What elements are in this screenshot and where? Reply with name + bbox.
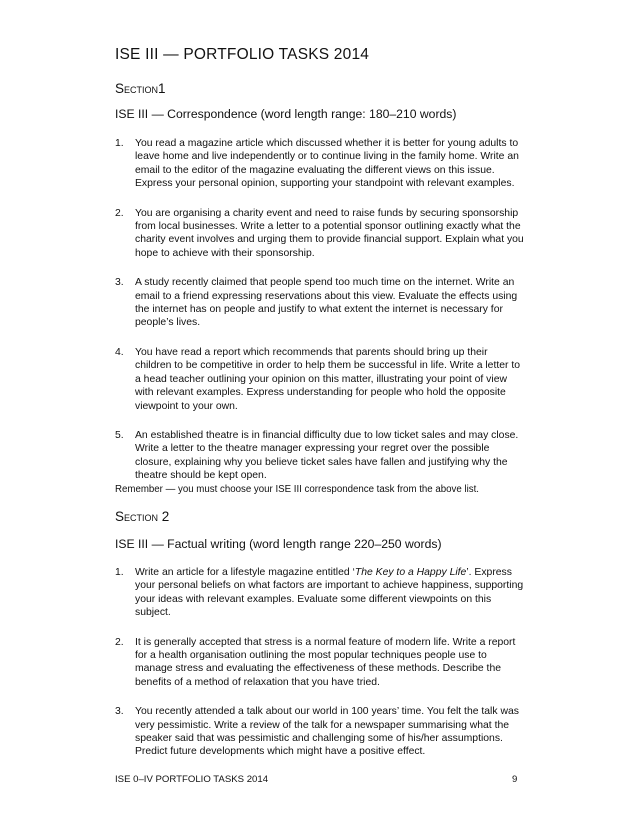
list-item: 2. It is generally accepted that stress is a normal feature of modern life. Write a report for a health organisation outlining the most popular techniques people use to manage stress and evaluating the effectiveness of these methods. Describe the benefits of a method of relaxation that you have tried. <box>115 636 516 688</box>
list-item: 4. You have read a report which recommends that parents should bring up their children to be competitive in order to help them be successful in life. Write a letter to a head teacher outlining your opinion on this matter, illustrating your point of view with relevant examples. Express understanding for people who hold the opposite viewpoint to your own. <box>115 346 521 412</box>
section-1-number: 1 <box>158 81 166 96</box>
section-2-word: Section <box>115 509 159 524</box>
section-1-word: Section <box>115 81 159 96</box>
section-1-task-heading: ISE III — Correspondence (word length range: 180–210 words) <box>115 107 457 121</box>
section-1-list <box>115 137 525 483</box>
list-item: 5. An established theatre is in financial difficulty due to low ticket sales and may close. Write a letter to the theatre manager expressing your regret over the possible closure, explaining why you believe ticket sales have fallen and justifying why the theatre should be kept open. <box>115 429 519 482</box>
section-2-heading <box>115 509 169 524</box>
page-title: ISE III — PORTFOLIO TASKS 2014 <box>115 46 370 63</box>
section-2-number: 2 <box>161 509 170 524</box>
list-item: 1. You read a magazine article which discussed whether it is better for young adults to leave home and live independently or to continue living in the family home. Write an email to the editor of the magazine evaluating the different views on this issue. Express your personal opinion, supporting your standpoint with relevant examples. <box>115 138 519 190</box>
list-item: 2. You are organising a charity event and need to raise funds by securing sponsorship from local businesses. Write a letter to a potential sponsor outlining exactly what the charity event involves and urging them to provide financial support. Explain what you hope to achieve with their sponsorship. <box>115 207 524 259</box>
section-2-task-heading: ISE III — Factual writing (word length range 220–250 words) <box>115 537 442 551</box>
footer-label: ISE 0–IV PORTFOLIO TASKS 2014 <box>115 774 269 785</box>
section-1-heading <box>115 81 166 96</box>
remember-note: Remember — you must choose your ISE III correspondence task from the above list. <box>115 484 479 495</box>
list-item: 3. A study recently claimed that people spend too much time on the internet. Write an email to a friend expressing reservations about this view. Evaluate the effects using the internet has on people and justify to what extent the internet is necessary for people’s lives. <box>115 277 518 329</box>
list-item: 1. Write an article for a lifestyle magazine entitled ‘The Key to a Happy Life’. Express your personal beliefs on what factors are important to achieve happiness, supporting your ideas with relevant examples. Evaluate some different viewpoints on this subject. <box>115 567 524 619</box>
article-title-italic: The Key to a Happy Life <box>354 567 467 578</box>
section-2-list <box>115 566 525 759</box>
list-item: 3. You recently attended a talk about our world in 100 years’ time. You felt the talk was very pessimistic. Write a review of the talk for a newspaper summarising what the speaker said that was pessimistic and challenging some of his/her assumptions. Predict future developments which might have a positive effect. <box>115 706 519 758</box>
page-number: 9 <box>512 774 518 785</box>
